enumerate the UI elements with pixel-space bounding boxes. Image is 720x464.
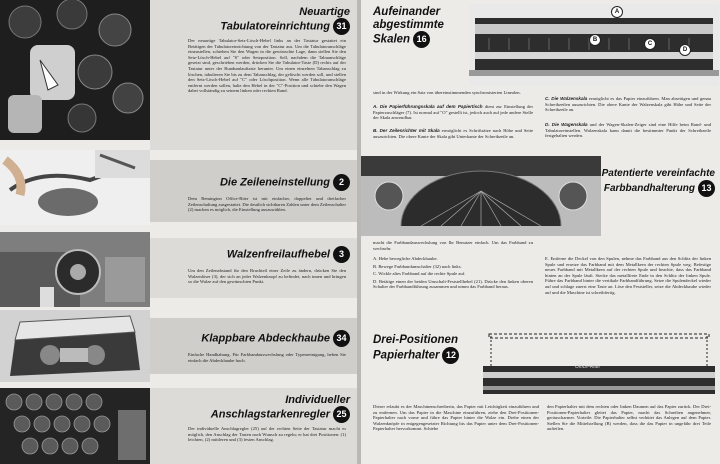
ribbon-more-text: E. Entferne die Deckel von den Spulen, nehme das Farbband aus den Schlitz der linken Spule und ersetze das Farbband mit dem Metallkern der rechten Spule weg. Befestige neues Farbband mit Metallkern auf der rechten Spule und beachte, dass das Farbband hinten an der Spule läuft. Stecke das metallfreie Ende in den Schlitz der linken Spule. Führe das Farbband hinter die vertikale Farbbandführung. Setze die Spulendeckel wieder auf und schlage zuerst eine Taste an. Löse den Feststeller, setze die Abdeckhaube wieder auf und die Maschine ist schreibfertig. — [545, 256, 711, 295]
heading-line-with-badge — [373, 347, 483, 364]
number-badge: 3 — [333, 246, 350, 263]
heading-line-with-badge — [160, 406, 350, 423]
scale-item-text: dient zur Einstellung der Papierzuschläger (7). Ist normal auf "O" gestellt ist, jedoch auch auf jede andere Stelle der Skala anwendbar. — [373, 104, 533, 121]
ribbon-steps — [373, 256, 533, 292]
heading-line-with-badge — [160, 18, 350, 35]
scale-item-label: C. Die Walzenskala — [545, 96, 588, 101]
scale-marker: C — [644, 38, 656, 50]
holder-text-2: den Papierhalter mit dem rechten oder linken Daumen auf das Papier zurück. Der Drei-Positionen-Papierhalter gleitet das Papier, macht das Schreiben angenehmer, geräuscharmer. Vorteile: Die Papierhalter selbst verhütet das Anlegen auf dem Papier. Stellen Sie die Mittelstellung (B) werden, dass die das Papier in ungefähr drei Teile aufteilen. — [547, 404, 711, 432]
carriage-scales-photo — [469, 4, 719, 86]
platen-knob-photo — [0, 232, 150, 307]
ribbon-mechanism-image — [361, 156, 601, 236]
heading-line: Farbbandhalterung — [603, 183, 695, 195]
heading-line: Aufeinander — [373, 6, 441, 18]
release-section-heading — [160, 246, 350, 263]
ribbon-photo — [361, 156, 601, 236]
scale-item-label: B. Der Zeilenrichter mit Skala — [373, 128, 440, 133]
line-lever-image — [0, 150, 150, 225]
scale-item-d — [545, 122, 711, 139]
tab-section-heading — [160, 6, 350, 35]
keyboard-keys-image — [0, 0, 150, 140]
heading-line: Walzenfreilaufhebel — [226, 248, 330, 261]
keyboard-row-image — [0, 388, 150, 464]
number-badge: 25 — [333, 406, 350, 423]
scales-heading — [373, 6, 473, 48]
ribbon-intro-text: macht die Farbbandauswechslung von Ihr Benutzer einfach. Um das Farbband zu wechseln: — [373, 240, 533, 251]
paper-holder-image — [479, 328, 719, 398]
cover-section-text: Einfache Handhabung. Für Farbbandauswechslung oder Typenreinigung, heben Sie einfach die Abdeckhaube hoch. — [188, 352, 346, 363]
heading-line: Die Zeileneinstellung — [219, 176, 330, 189]
ribbon-step: A. Hebe bewegliche Abdeckhaube. — [373, 256, 438, 261]
paper-holder-photo — [479, 328, 719, 398]
number-badge: 31 — [333, 18, 350, 35]
heading-line: Tabulatoreinrichtung — [220, 20, 330, 33]
number-badge: 2 — [333, 174, 350, 191]
scales-intro-text: sind in der Wirkung ein Satz von übereinstimmenden synchronisierten Linealen. — [373, 90, 521, 95]
heading-line: Neuartige — [299, 6, 350, 18]
heading-line: Anschlagstarkenregler — [210, 408, 330, 421]
ribbon-step: D. Betätige einen der beiden Umschalt-Feststellhebel (21). Drücke den linken oberen Schalter der Farbbandführung zusammen und nimm das Farbband heraus. — [373, 278, 533, 290]
heading-line: Klappbare Abdeckhaube — [201, 332, 330, 345]
heading-line: Patentierte vereinfachte — [601, 168, 715, 179]
heading-line: abgestimmte — [373, 18, 444, 31]
scale-item-text: und der Wagen-Skalen-Zeiger sind eine Hilfe beim Rand- und Tabulatoreinstellen. Walzenskala kann damit die bestimmter Punkt der Schreibzeile festgehalten werden. — [545, 122, 711, 139]
scale-marker: A — [611, 6, 623, 18]
line-section-heading — [160, 174, 350, 191]
brand-label: Office-Riter — [575, 364, 601, 370]
open-cover-image — [0, 310, 150, 382]
scale-marker: B — [589, 34, 601, 46]
line-section-text: Dem Remington Office-Riter ist mit einfacher, doppelter und dreifacher Zeilenschaltung ausgestattet. Die deutlich sichtbaren Zahlen unter dem Zeilenschalter (2) machen es möglich, die Einstellung auszuwählen. — [188, 196, 346, 213]
line-space-photo — [0, 150, 150, 225]
left-page — [0, 0, 357, 464]
number-badge: 34 — [333, 330, 350, 347]
scale-item-text: ermöglicht es das Papier einzuführen. Man abseitigen und genau Schreibzeilen auszurichten. Die obere Kante der Walzenskala gibt Höhe und Seite der Schreibzeile an. — [545, 96, 711, 113]
scale-item-text: ermöglicht es Schriftsätze nach Höhe und Seite auszurichten. Die obere Kante der Skala gibt Unterkante der Schreibzeile an. — [373, 128, 534, 139]
platen-knob-image — [0, 232, 150, 307]
heading-line: Drei-Positionen — [373, 334, 458, 346]
ribbon-heading — [601, 168, 715, 197]
touch-control-photo — [0, 388, 150, 464]
ribbon-step: B. Bewege Farbbandumschalter (32) nach links. — [373, 263, 462, 269]
touch-section-heading — [160, 394, 350, 423]
heading-line: Individueller — [285, 394, 350, 406]
heading-line-with-badge — [601, 180, 715, 197]
number-badge: 12 — [442, 347, 459, 364]
touch-section-text: Der individuelle Anschlagregler (25) auf der rechten Seite der Tastatur macht es möglich, den Anschlag der Tasten nach Wunsch zu regeln; er hat drei Positionen: (1) leichten, (2) mittleren und (3) festen Anschlag. — [188, 426, 346, 443]
right-page — [361, 0, 720, 464]
holder-heading — [373, 334, 483, 364]
heading-line: Skalen — [373, 33, 411, 46]
cover-section-heading — [160, 330, 350, 347]
scale-item-b — [373, 128, 533, 139]
number-badge: 13 — [698, 180, 715, 197]
ribbon-step: C. Wickle altes Farbband auf die rechte Spule auf. — [373, 271, 466, 277]
heading-line-with-badge — [373, 31, 473, 48]
heading-line: Papierhalter — [373, 349, 440, 362]
cover-photo — [0, 310, 150, 382]
holder-text-1: Dieser erlaubt es der Maschinenschreiberin, das Papier mit Leichtigkeit einzuführen und zu entfernen. Um das Papier in die Maschine einzuführen, ziehe den Drei-Positionen-Papierhalter nach vorne und führe das Papier hinter die Walze ein. Drehe einen der Walzenknöpfe in entgegengesetzter Richtung bis das Papier unter dem Drei-Positionen-Papierhalter hervorkommt. Schiebe — [373, 404, 539, 432]
tab-section-text: Der neuartige Tabulator-Setz-Lösch-Hebel links an der Tastatur gestattet ein Betätigen der Tabulatoreinrichtung von der Tastatur aus. Um die Tabulatoranschläge einzustellen, schieben Sie den Wagen in die gewünschte Lage, dann stellen Sie den Setz-Lösch-Hebel auf "S" oder Setzposition. Soll, nachdem die Tabuanschläge gesetzt sind, geschrieben werden, drücken Sie die Tabulator-Taste (D) rechts auf der Tastatur unter der Rundumlauftaste herunter. Um einen einzelnen Tabanschlag zu löschen, tabulieren Sie bis zu dem Tabanschlag, der gelöscht werden soll, und stellen den Setz-Lösch-Hebel auf "C" oder Löschposition. Wenn alle Tabulatoranschläge entfernt werden sollen, halte den Hebel in der "C"-Position und schiebe den Wagen dabei vollständig zu seinem linken oder rechten Rand. — [188, 38, 346, 94]
release-section-text: Um den Zeilenabstand für den Bruchteil einer Zeile zu ändern, drücken Sie den Walzenlöser (3), der sich an jeder Walzenknopf zu befindet, nach innen und bringen so die Walze auf den gewünschten Punkt. — [188, 268, 346, 285]
scale-marker: D — [679, 44, 691, 56]
scale-item-label: D. Die Wagenskala — [545, 122, 588, 127]
scale-item-label: A. Die Papierführungsskala auf dem Papiertisch — [373, 104, 483, 109]
scale-item-c — [545, 96, 711, 113]
keyboard-photo — [0, 0, 150, 140]
number-badge: 16 — [413, 31, 430, 48]
scale-item-a — [373, 104, 533, 121]
